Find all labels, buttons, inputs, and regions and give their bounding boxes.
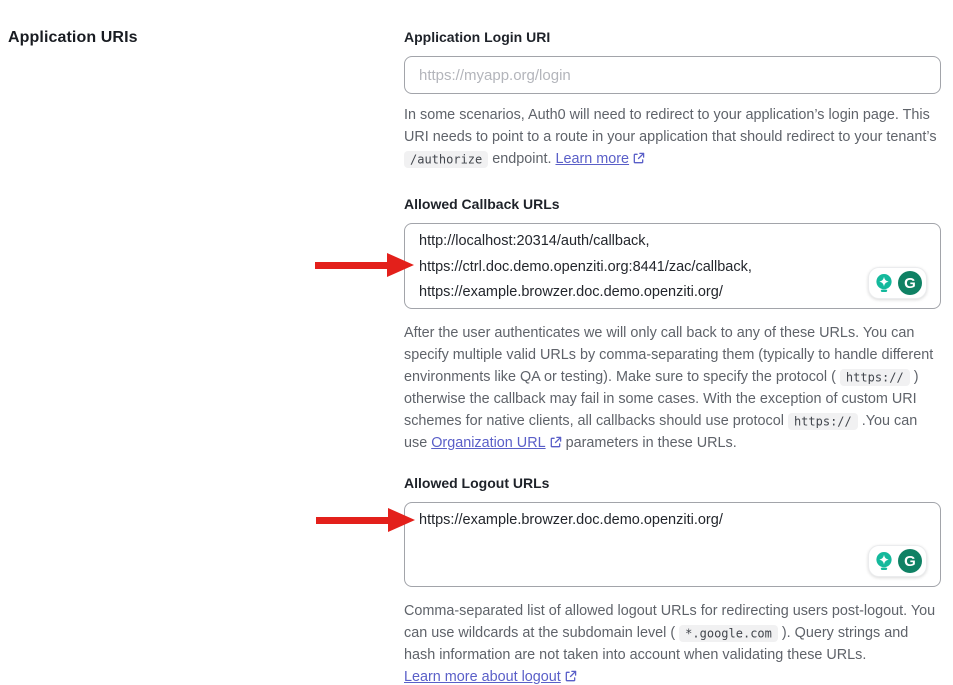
logout-urls-help xyxy=(404,600,941,685)
logout-urls-label: Allowed Logout URLs xyxy=(404,475,550,491)
authorize-endpoint-code: /authorize xyxy=(404,151,488,168)
learn-more-link[interactable]: Learn more xyxy=(555,151,630,167)
https-protocol-code: https:// xyxy=(840,369,910,386)
grammarly-widget xyxy=(868,267,927,299)
grammarly-logo-icon[interactable]: G xyxy=(898,271,922,295)
learn-more-logout-link[interactable]: Learn more about logout xyxy=(404,669,561,685)
logout-urls-field xyxy=(404,502,941,587)
login-uri-input[interactable] xyxy=(404,56,941,94)
grammarly-suggestion-icon[interactable] xyxy=(873,272,895,294)
callback-urls-label: Allowed Callback URLs xyxy=(404,196,560,212)
organization-url-link[interactable]: Organization URL xyxy=(431,435,546,451)
help-text: ). Query strings and hash information are not taken into account when validating these URLs. xyxy=(404,625,909,663)
settings-form-column xyxy=(404,29,941,685)
wildcard-domain-code: *.google.com xyxy=(679,625,778,642)
help-text: endpoint. xyxy=(488,151,556,167)
help-text: Comma-separated list of allowed logout URLs for redirecting users post-logout. You can use wildcards at the subdomain level ( xyxy=(404,603,936,641)
external-link-icon xyxy=(564,670,577,683)
login-uri-help xyxy=(404,104,941,170)
callback-urls-textarea[interactable] xyxy=(404,223,941,309)
arrow-shaft xyxy=(316,517,388,524)
help-text: .You can use xyxy=(404,413,918,451)
external-link-icon xyxy=(549,436,562,449)
help-text: In some scenarios, Auth0 will need to redirect to your application’s login page. This URI needs to point to a route in your application that should redirect to your tenant’s xyxy=(404,107,937,145)
annotation-arrow-logout xyxy=(316,508,415,532)
grammarly-widget xyxy=(868,545,927,577)
grammarly-suggestion-icon[interactable] xyxy=(873,550,895,572)
https-protocol-code: https:// xyxy=(788,413,858,430)
help-text: parameters in these URLs. xyxy=(561,435,737,451)
page-title: Application URIs xyxy=(8,29,138,46)
login-uri-label: Application Login URI xyxy=(404,29,551,45)
annotation-arrow-callback xyxy=(315,253,414,277)
external-link-icon xyxy=(632,152,645,165)
arrow-shaft xyxy=(315,262,387,269)
logout-urls-textarea[interactable] xyxy=(404,502,941,587)
help-text: After the user authenticates we will only call back to any of these URLs. You can specify multiple valid URLs by comma-separating them (typically to handle different environments like QA or testing). Make sure to specify the protocol ( xyxy=(404,325,934,385)
grammarly-logo-icon[interactable]: G xyxy=(898,549,922,573)
callback-urls-help xyxy=(404,322,941,454)
help-text: ) otherwise the callback may fail in some cases. With the exception of custom URI schemes for native clients, all callbacks should use protocol xyxy=(404,369,919,429)
callback-urls-field xyxy=(404,223,941,309)
